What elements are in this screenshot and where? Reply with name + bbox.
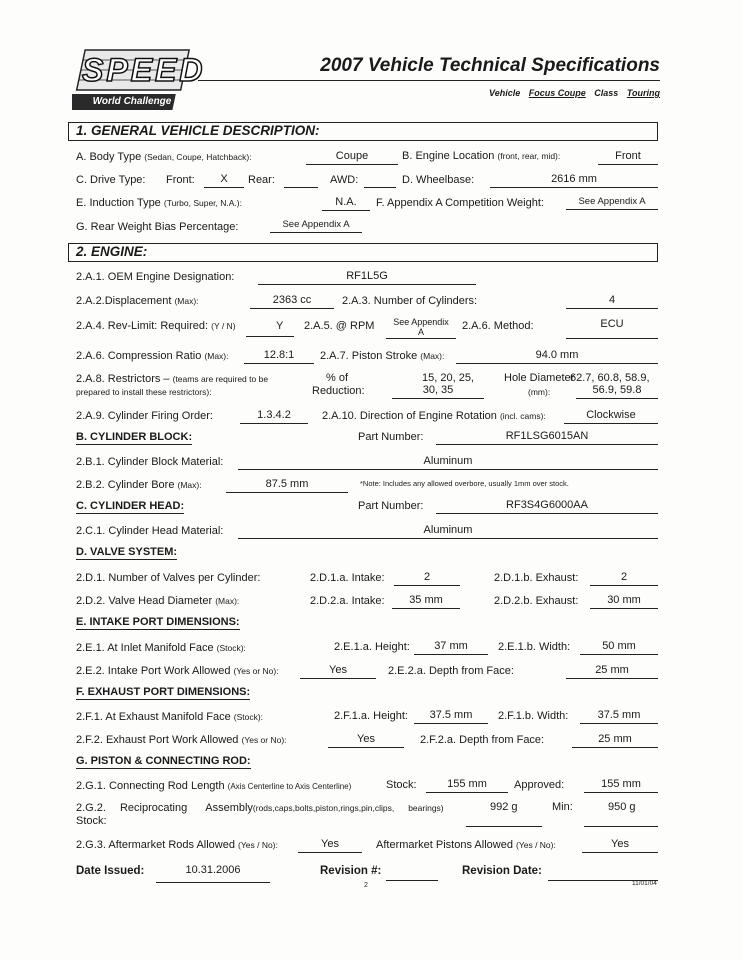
aftermarket-rods-label: 2.G.3. Aftermarket Rods Allowed (Yes / No): xyxy=(76,839,278,851)
rotation-label: 2.A.10. Direction of Engine Rotation (incl. cams): xyxy=(322,410,546,422)
section-2-header xyxy=(68,243,658,262)
block-part-number-value: RF1LSG6015AN xyxy=(436,430,658,445)
vhd-exhaust-value: 30 mm xyxy=(590,594,658,609)
logo-wordmark: SPEED xyxy=(82,52,206,88)
vehicle-class-line xyxy=(489,88,660,98)
induction-value: N.A. xyxy=(322,196,370,211)
front-label: Front: xyxy=(166,174,195,186)
recip-stock-label: Stock: xyxy=(76,815,107,827)
hole-diameter-label: Hole Diameter xyxy=(504,372,575,384)
section-1-title: 1. GENERAL VEHICLE DESCRIPTION: xyxy=(76,123,320,138)
valve-head-diameter-label: 2.D.2. Valve Head Diameter (Max): xyxy=(76,595,240,607)
aftermarket-pistons-label: Aftermarket Pistons Allowed (Yes / No): xyxy=(376,839,556,851)
aftermarket-pistons-value: Yes xyxy=(582,838,658,853)
cylinders-value: 4 xyxy=(566,294,658,309)
piston-stroke-label: 2.A.7. Piston Stroke (Max): xyxy=(320,350,445,362)
firing-order-label: 2.A.9. Cylinder Firing Order: xyxy=(76,410,213,422)
exhaust-port-work-label: 2.F.2. Exhaust Port Work Allowed (Yes or No): xyxy=(76,734,287,746)
valves-intake-label: 2.D.1.a. Intake: xyxy=(310,572,385,584)
intake-port-work-label: 2.E.2. Intake Port Work Allowed (Yes or No): xyxy=(76,665,279,677)
rev-limit-label: 2.A.4. Rev-Limit: Required: (Y / N) xyxy=(76,320,236,332)
valves-exhaust-label: 2.D.1.b. Exhaust: xyxy=(494,572,579,584)
class-label: Class xyxy=(594,88,619,98)
body-type-label: A. Body Type (Sedan, Coupe, Hatchback): xyxy=(76,151,252,163)
class-value: Touring xyxy=(626,88,660,98)
oem-designation-label: 2.A.1. OEM Engine Designation: xyxy=(76,271,235,283)
firing-order-value: 1.3.4.2 xyxy=(240,409,308,424)
hole-values-2: 56.9, 59.8 xyxy=(576,384,658,399)
displacement-label: 2.A.2.Displacement (Max): xyxy=(76,295,199,307)
exhaust-width-value: 37.5 mm xyxy=(580,709,658,724)
logo-subtitle: World Challenge xyxy=(92,96,172,107)
recip-stock-underline xyxy=(466,826,542,827)
page-number: 2 xyxy=(364,882,368,889)
engine-location-label: B. Engine Location (front, rear, mid): xyxy=(402,150,561,162)
body-type-value: Coupe xyxy=(306,150,398,165)
rpm-underline xyxy=(386,338,456,339)
rpm-value: See Appendix A xyxy=(393,317,449,337)
rod-stock-label: Stock: xyxy=(386,779,417,791)
rear-label: Rear: xyxy=(248,174,275,186)
percent-of-label: % of xyxy=(326,372,349,384)
weight-bias-value: See Appendix A xyxy=(270,218,362,233)
intake-height-label: 2.E.1.a. Height: xyxy=(334,641,410,653)
vhd-intake-label: 2.D.2.a. Intake: xyxy=(310,595,385,607)
valves-intake-value: 2 xyxy=(394,571,460,586)
revision-number-underline xyxy=(386,880,438,881)
displacement-value: 2363 cc xyxy=(250,294,334,309)
compression-value: 12.8:1 xyxy=(244,349,314,364)
intake-port-work-value: Yes xyxy=(300,664,376,679)
aftermarket-rods-value: Yes xyxy=(298,838,362,853)
hole-unit-label: (mm): xyxy=(528,387,551,397)
awd-label: AWD: xyxy=(330,174,359,186)
recip-min-label: Min: xyxy=(552,801,573,813)
head-material-value: Aluminum xyxy=(238,524,658,539)
bore-label: 2.B.2. Cylinder Bore (Max): xyxy=(76,479,202,491)
rotation-value: Clockwise xyxy=(564,409,658,424)
head-part-number-label: Part Number: xyxy=(358,500,424,512)
form-code: 11/01/04 xyxy=(632,880,657,887)
recip-min-underline xyxy=(584,826,658,827)
inlet-face-label: 2.E.1. At Inlet Manifold Face (Stock): xyxy=(76,642,246,654)
date-issued-value: 10.31.2006 xyxy=(156,864,270,883)
front-value: X xyxy=(204,173,244,188)
exhaust-width-label: 2.F.1.b. Width: xyxy=(498,710,569,722)
drive-type-label: C. Drive Type: xyxy=(76,174,146,186)
exhaust-height-label: 2.F.1.a. Height: xyxy=(334,710,408,722)
method-label: 2.A.6. Method: xyxy=(462,320,534,332)
bore-note: *Note: Includes any allowed overbore, usually 1mm over stock. xyxy=(360,479,569,488)
restrictors-note: prepared to install these restrictors): xyxy=(76,387,212,397)
intake-width-label: 2.E.1.b. Width: xyxy=(498,641,571,653)
section-1-header xyxy=(68,122,658,141)
rod-stock-value: 155 mm xyxy=(426,778,508,793)
revision-date-label: Revision Date: xyxy=(462,865,542,877)
valves-exhaust-value: 2 xyxy=(590,571,658,586)
valve-system-title: D. VALVE SYSTEM: xyxy=(76,546,178,558)
piston-stroke-value: 94.0 mm xyxy=(456,349,658,364)
percent-values-1: 15, 20, 25, xyxy=(422,372,474,384)
rpm-label: 2.A.5. @ RPM xyxy=(304,320,375,332)
header-rule xyxy=(198,80,660,81)
cylinder-head-title: C. CYLINDER HEAD: xyxy=(76,500,185,512)
reduction-label: Reduction: xyxy=(312,385,365,397)
revision-number-label: Revision #: xyxy=(320,865,382,877)
exhaust-port-work-value: Yes xyxy=(328,733,404,748)
block-part-number-label: Part Number: xyxy=(358,431,424,443)
compression-label: 2.A.6. Compression Ratio (Max): xyxy=(76,350,229,362)
vehicle-value: Focus Coupe xyxy=(528,88,586,98)
rear-value xyxy=(284,173,318,188)
date-issued-label: Date Issued: xyxy=(76,865,145,877)
cylinders-label: 2.A.3. Number of Cylinders: xyxy=(342,295,478,307)
exhaust-depth-label: 2.F.2.a. Depth from Face: xyxy=(420,734,545,746)
recip-min-value: 950 g xyxy=(608,801,636,813)
percent-values-2: 30, 35 xyxy=(392,384,484,399)
page-title: 2007 Vehicle Technical Specifications xyxy=(320,55,660,76)
vhd-intake-value: 35 mm xyxy=(392,594,460,609)
vehicle-label: Vehicle xyxy=(489,88,521,98)
bore-value: 87.5 mm xyxy=(226,478,348,493)
intake-depth-label: 2.E.2.a. Depth from Face: xyxy=(388,665,514,677)
block-material-label: 2.B.1. Cylinder Block Material: xyxy=(76,456,224,468)
awd-value xyxy=(364,173,396,188)
cylinder-block-title: B. CYLINDER BLOCK: xyxy=(76,431,193,443)
valves-per-cylinder-label: 2.D.1. Number of Valves per Cylinder: xyxy=(76,572,261,584)
recip-assembly-label: 2.G.2. Reciprocating Assembly(rods,caps,bolts,piston,rings,pin,clips, bearings) xyxy=(76,802,444,814)
rev-limit-underline xyxy=(246,336,294,337)
competition-weight-value: See Appendix A xyxy=(566,195,658,210)
intake-port-title: E. INTAKE PORT DIMENSIONS: xyxy=(76,616,240,628)
hole-values-1: 62.7, 60.8, 58.9, xyxy=(570,372,650,384)
wheelbase-value: 2616 mm xyxy=(490,173,658,188)
competition-weight-label: F. Appendix A Competition Weight: xyxy=(376,197,544,209)
piston-rod-title: G. PISTON & CONNECTING ROD: xyxy=(76,755,251,767)
rod-length-label: 2.G.1. Connecting Rod Length (Axis Centerline to Axis Centerline) xyxy=(76,780,352,792)
exhaust-height-value: 37.5 mm xyxy=(414,709,488,724)
rod-approved-value: 155 mm xyxy=(584,778,658,793)
intake-width-value: 50 mm xyxy=(580,640,658,655)
exhaust-port-title: F. EXHAUST PORT DIMENSIONS: xyxy=(76,686,251,698)
rod-approved-label: Approved: xyxy=(514,779,565,791)
head-part-number-value: RF3S4G6000AA xyxy=(436,499,658,514)
wheelbase-label: D. Wheelbase: xyxy=(402,174,475,186)
intake-height-value: 37 mm xyxy=(414,640,488,655)
section-2-title: 2. ENGINE: xyxy=(76,244,148,259)
exhaust-face-label: 2.F.1. At Exhaust Manifold Face (Stock): xyxy=(76,711,264,723)
intake-depth-value: 25 mm xyxy=(566,664,658,679)
oem-designation-value: RF1L5G xyxy=(258,270,476,285)
induction-label: E. Induction Type (Turbo, Super, N.A.): xyxy=(76,197,242,209)
speed-world-challenge-logo xyxy=(72,46,206,114)
engine-location-value: Front xyxy=(598,150,658,165)
head-material-label: 2.C.1. Cylinder Head Material: xyxy=(76,525,224,537)
weight-bias-label: G. Rear Weight Bias Percentage: xyxy=(76,221,239,233)
vhd-exhaust-label: 2.D.2.b. Exhaust: xyxy=(494,595,579,607)
block-material-value: Aluminum xyxy=(238,455,658,470)
method-value: ECU xyxy=(566,318,658,339)
recip-stock-value: 992 g xyxy=(490,801,518,813)
restrictors-label: 2.A.8. Restrictors – (teams are required to be xyxy=(76,373,269,385)
rev-limit-value: Y xyxy=(276,320,284,332)
exhaust-depth-value: 25 mm xyxy=(572,733,658,748)
